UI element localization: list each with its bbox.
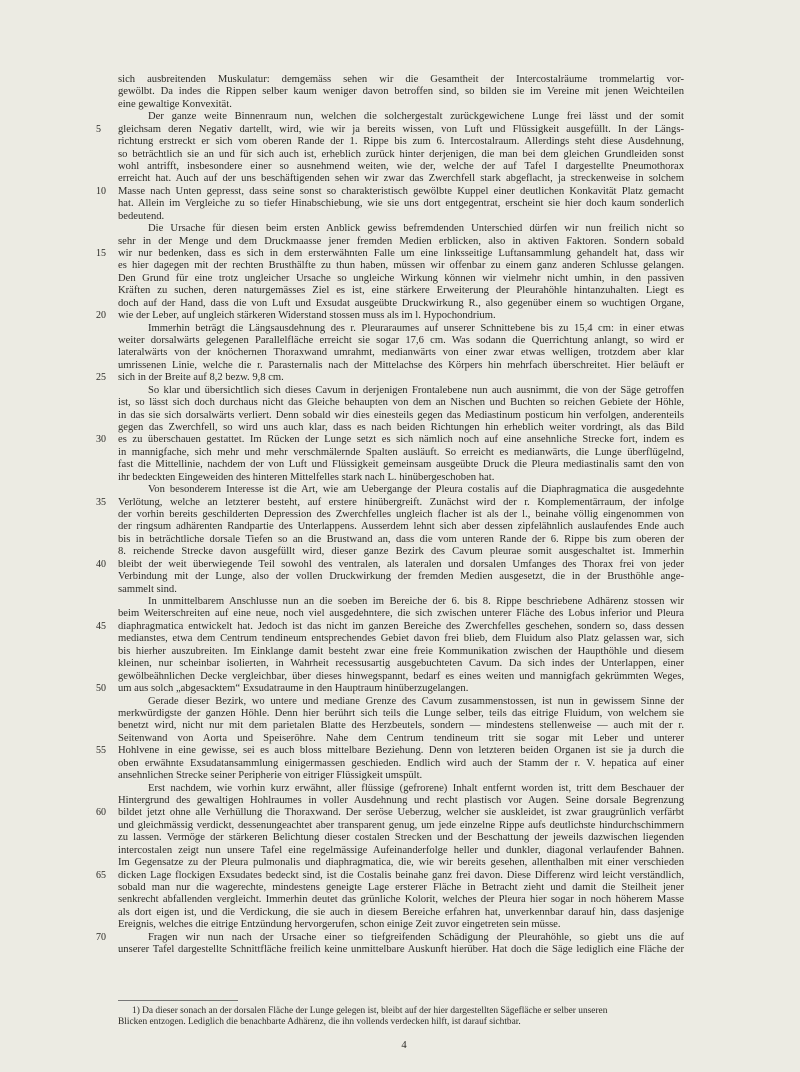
text-line: Seitenwand von Aorta und Speiseröhre. Nahe dem Centrum tendineum tritt sie sogar mit Leber und unterer bbox=[118, 733, 684, 744]
footnote-rule bbox=[118, 1000, 238, 1001]
text-line: Hohlvene in eine gewisse, sei es auch bloss mittelbare Beziehung. Denn von letzteren beiden Organen ist sie ja durch die bbox=[118, 745, 684, 756]
text-line: es zu überschauen gestattet. Im Rücken der Lunge setzt es sich nämlich noch auf eine ansehnliche Strecke fort, indem es bbox=[118, 434, 684, 445]
text-line: gleichsam deren Negativ dartellt, wird, wie wir ja bereits wissen, von Luft und Flüssigkeit ausgefüllt. In der Längs- bbox=[118, 124, 684, 135]
text-line: es hier dagegen mit der rechten Brusthälfte zu thun haben, müssen wir offenbar zu einem ganz anderen Schlusse gelangen. bbox=[118, 260, 684, 271]
text-line: So klar und übersichtlich sich dieses Cavum in derjenigen Frontalebene nun auch ausnimmt, die von der Säge getroffen bbox=[148, 385, 684, 396]
text-line: benetzt wird, nicht nur mit dem parietalen Blatte des Herzbeutels, sondern — mindestens stellenweise — auch mit der r. bbox=[118, 720, 684, 731]
text-line: Kräften zu suchen, deren naturgemässes Ziel es ist, eine stärkere Erweiterung der Pleurahöhle hintanzuhalten. Liegt es bbox=[118, 285, 684, 296]
text-line: hat. Allein im Vergleiche zu so tiefer Hinabschiebung, wie sie uns dort entgegentrat, erscheint sie hier doch kaum sonderlich bbox=[118, 198, 684, 209]
text-line: erreicht hat. Auch auf der uns beschäftigenden sehen wir zwar das Zwerchfell stark abgeflacht, ja streckenweise in solchem bbox=[118, 173, 684, 184]
text-line: lateralwärts von der knöchernen Thoraxwand umrahmt, medianwärts von einer zwar etwas welligen, trotzdem aber klar bbox=[118, 347, 684, 358]
text-line: wohl antrifft, insbesondere einer so ausnehmend weiten, wie der, welche der auf Tafel I dargestellte Pneumothorax bbox=[118, 161, 684, 172]
text-line: richtung erstreckt er sich vom oberen Rande der 1. Rippe bis zum 6. Intercostalraum. Allerdings steht diese Ausdehnung, bbox=[118, 136, 684, 147]
text-line: sobald man nur die wagerechte, mindestens geneigte Lage ersterer Fläche in Betracht zieht und damit die Steilheit jener bbox=[118, 882, 684, 893]
text-line: merkwürdigste der ganzen Höhle. Denn hier berührt sich teils die Lunge selber, teils das eitrige Fluidum, von welchem sie bbox=[118, 708, 684, 719]
text-line: gewölbt. Da indes die Rippen selber kaum weniger davon betroffen sind, so bilden sie im Vereine mit jenen Weichteilen bbox=[118, 86, 684, 97]
line-number: 65 bbox=[96, 870, 106, 881]
text-line: wir nur bedenken, dass es sich in dem ersterwähnten Falle um eine linksseitige Luftansammlung gehandelt hat, dass wir bbox=[118, 248, 684, 259]
text-line: kleinen, nur scheinbar isolierten, in Wahrheit recessusartig ausgebuchteten Cavum. Da sich indes der Unterlappen, einer bbox=[118, 658, 684, 669]
text-line: Verbindung mit der Lunge, also der vollen Druckwirkung der fremden Medien ausgesetzt, die in der Brusthöhle ange- bbox=[118, 571, 684, 582]
line-number: 15 bbox=[96, 248, 106, 259]
line-number: 40 bbox=[96, 559, 106, 570]
line-number: 50 bbox=[96, 683, 106, 694]
page-number: 4 bbox=[401, 1040, 407, 1051]
text-line: eine gewaltige Konvexität. bbox=[118, 99, 232, 110]
line-number: 30 bbox=[96, 434, 106, 445]
text-line: sammelt sind. bbox=[118, 584, 177, 595]
text-line: beim Weiterschreiten auf eine neue, noch viel ausgedehntere, die sich zwischen unterer Fläche des Lobus inferior und Pleura bbox=[118, 608, 684, 619]
text-line: intercostalen zeigt nun unsere Tafel eine regelmässige Aufeinanderfolge heller und dunkler, diagonal verlaufender Bahnen. bbox=[118, 845, 684, 856]
footnote-line: Blicken entzogen. Lediglich die benachbarte Adhärenz, die ihn vollends verdecken hilft, ist darauf sichtbar. bbox=[118, 1017, 521, 1027]
text-line: gewölbeähnlichen Decke vergleichbar, über dieses hinwegspannt, bedarf es eines weiten und mannigfach gekrümmten Weges, bbox=[118, 671, 684, 682]
text-line: senkrecht abfallenden vergleicht. Immerhin deutet das grünliche Kolorit, welches der Pleura hier sogar in noch höherem Masse bbox=[118, 894, 684, 905]
text-line: Verlötung, welche an letzterer besteht, auf erstere hinübergreift. Zunächst wird der r. Komplementärraum, der infolge bbox=[118, 497, 684, 508]
line-number: 45 bbox=[96, 621, 106, 632]
text-line: medianstes, etwa dem Centrum tendineum entsprechendes Gebiet davon frei blieb, dem Fluidum also Platz gelassen war, sich bbox=[118, 633, 684, 644]
text-line: Von besonderem Interesse ist die Art, wie am Uebergange der Pleura costalis auf die Diaphragmatica die ausgedehnte bbox=[148, 484, 684, 495]
text-line: umrissenen Linie, welche die r. Parasternalis nach der Mittelachse des Körpers hin mehrfach überschreitet. Hier beläuft er bbox=[118, 360, 684, 371]
text-line: bis hierher auszubreiten. Im Einklange damit besteht zwar eine freie Kommunikation zwischen der Haupthöhle und diesem bbox=[118, 646, 684, 657]
text-line: gegen das Zwerchfell, so wird uns auch klar, dass es nach beiden Richtungen hin erheblich weiter vordringt, als das Bild bbox=[118, 422, 684, 433]
text-line: ihr bedeckten Eingeweiden des hinteren Mittelfelles stark nach L. hinübergeschoben hat. bbox=[118, 472, 495, 483]
text-line: zu lassen. Vermöge der stärkeren Belichtung dieser costalen Strecken und der Beschattung der jeweils dazwischen liegenden bbox=[118, 832, 684, 843]
text-line: ansehnlichen Strecke seiner Peripherie von eitriger Flüssigkeit umspült. bbox=[118, 770, 423, 781]
text-line: Ereignis, welches die eitrige Entzündung hervorgerufen, schon einige Zeit zuvor eingetreten sein müsse. bbox=[118, 919, 561, 930]
text-line: weiter dorsalwärts gelegenen Parallelfläche erreicht sie sogar 17,6 cm. Was sodann die Querrichtung anlangt, so wird er bbox=[118, 335, 684, 346]
line-number: 5 bbox=[96, 124, 101, 135]
text-line: Erst nachdem, wie vorhin kurz erwähnt, aller flüssige (gefrorene) Inhalt entfernt worden ist, tritt dem Beschauer der bbox=[148, 783, 684, 794]
text-line: Fragen wir nun nach der Ursache einer so tiefgreifenden Schädigung der Pleurahöhle, so giebt uns die auf bbox=[148, 932, 684, 943]
text-line: bleibt der weit überwiegende Teil sowohl des ventralen, als lateralen und dorsalen Umfanges des Thorax frei von jeder bbox=[118, 559, 684, 570]
text-line: Im Gegensatze zu der Pleura pulmonalis und diaphragmatica, die, wie wir bereits gesehen, allenthalben mit einer verschieden bbox=[118, 857, 684, 868]
text-line: in mannigfache, sich mehr und mehr verschmälernde Spalten ausläuft. So erreicht es medianwärts, die Lunge überflügelnd, bbox=[118, 447, 684, 458]
text-line: bis in beträchtliche dorsale Tiefen so an die Brustwand an, dass die vom unteren Rande der 6. Rippe bis zum oberen der bbox=[118, 534, 684, 545]
text-line: In unmittelbarem Anschlusse nun an die soeben im Bereiche der 6. bis 8. Rippe beschriebene Adhärenz stossen wir bbox=[148, 596, 684, 607]
text-line: Hintergrund des gewaltigen Hohlraumes in voller Ausdehnung und recht plastisch vor Augen. Seine dorsale Begrenzung bbox=[118, 795, 684, 806]
text-line: sich in der Breite auf 8,2 bezw. 9,8 cm. bbox=[118, 372, 284, 383]
text-line: 8. reichende Strecke davon ausgefüllt wird, dieser ganze Bezirk des Cavum pleurae somit ausgeschaltet ist. Immerhin bbox=[118, 546, 684, 557]
line-number: 25 bbox=[96, 372, 106, 383]
text-line: fast die Mittellinie, nachdem der von Luft und Flüssigkeit gemeinsam ausgeübte Druck die Pleura mediastinalis samt den von bbox=[118, 459, 684, 470]
text-line: Den Grund für eine trotz ungleicher Ursache so ungleiche Wirkung können wir vielmehr nicht umhin, in den passiven bbox=[118, 273, 684, 284]
text-line: in das sie sich dorsalwärts verliert. Denn sobald wir dies einesteils gegen das Mediastinum posticum hin verfolgen, anderenteils bbox=[118, 410, 684, 421]
line-number: 35 bbox=[96, 497, 106, 508]
text-line: so beträchtlich sie an und für sich auch ist, erheblich zurück hinter derjenigen, die man bei dem gleichen Grundleiden sonst bbox=[118, 149, 684, 160]
text-line: Masse nach Unten gepresst, dass seine sonst so charakteristisch gewölbte Kuppel einer deutlichen Konkavität Platz gemacht bbox=[118, 186, 684, 197]
text-line: sich ausbreitenden Muskulatur: demgemäss sehen wir die Gesamtheit der Intercostalräume trommelartig vor- bbox=[118, 74, 684, 85]
text-line: unserer Tafel dargestellte Schnittfläche freilich keine unmittelbare Auskunft hierüber. Hat doch die Säge lediglich eine Fläche der bbox=[118, 944, 684, 955]
text-line: ist, so lässt sich doch durchaus nicht das Gleiche behaupten von dem an Nischen und Buchten so reichen Gebiete der Höhle, bbox=[118, 397, 684, 408]
text-line: bedeutend. bbox=[118, 211, 165, 222]
line-number: 55 bbox=[96, 745, 106, 756]
text-line: Die Ursache für diesen beim ersten Anblick gewiss befremdenden Unterschied dürfen wir nun freilich nicht so bbox=[148, 223, 684, 234]
text-line: Der ganze weite Binnenraum nun, welchen die solchergestalt zurückgewichene Lunge frei lässt und der somit bbox=[148, 111, 684, 122]
text-line: doch auf der Hand, dass die von Luft und Exsudat ausgeübte Druckwirkung R., also gegenüber einem so wuchtigen Organe, bbox=[118, 298, 684, 309]
text-line: Immerhin beträgt die Längsausdehnung des r. Pleuraraumes auf unserer Schnittebene bis zu 15,4 cm: in einer etwas bbox=[148, 323, 684, 334]
text-line: sehr in der Menge und dem Druckmaasse jener fremden Medien erblicken, also in aktiven Faktoren. Sondern sobald bbox=[118, 236, 684, 247]
line-number: 10 bbox=[96, 186, 106, 197]
text-line: diaphragmatica entwickelt hat. Jedoch ist das nicht im ganzen Bereiche des Zwerchfelles geschehen, sondern so, dass dessen bbox=[118, 621, 684, 632]
line-number: 20 bbox=[96, 310, 106, 321]
text-line: dicken Lage flockigen Exsudates bedeckt sind, ist die Costalis beinahe ganz frei davon. Diese Differenz wird leicht verständlich, bbox=[118, 870, 684, 881]
text-line: der vorhin bereits geschilderten Depression des Zwerchfelles ungleich flacher ist als der l., beinahe völlig eingenommen von bbox=[118, 509, 684, 520]
text-line: der ringsum adhärenten Randpartie des Unterlappens. Ausserdem lehnt sich aber dessen zipfelähnlich auslaufendes Ende auch bbox=[118, 521, 684, 532]
line-number: 70 bbox=[96, 932, 106, 943]
text-line: als dort eigen ist, und die Verdickung, die sie auch in diesem Bereiche erfahren hat, unverkennbar darauf hin, dass dasjenige bbox=[118, 907, 684, 918]
line-number: 60 bbox=[96, 807, 106, 818]
text-line: wie der Leber, auf ungleich stärkeren Widerstand stossen muss als im l. Hypochondrium. bbox=[118, 310, 496, 321]
text-line: um aus solch „abgesacktem“ Exsudatraume in den Hauptraum hinüberzugelangen. bbox=[118, 683, 469, 694]
text-line: bildet jetzt ohne alle Verhüllung die Thoraxwand. Der seröse Ueberzug, welcher sie auskleidet, ist zwar graugrünlich verfärbt bbox=[118, 807, 684, 818]
text-line: oben erwähnte Exsudatansammlung einigermassen geschieden. Endlich wird auch der Stamm der r. V. hepatica auf einer bbox=[118, 758, 684, 769]
text-line: Gerade dieser Bezirk, wo untere und mediane Grenze des Cavum zusammenstossen, ist nun in gewissem Sinne der bbox=[148, 696, 684, 707]
text-line: und gleichmässig verdickt, dessenungeachtet aber transparent genug, um jede einzelne Rippe aufs deutlichste hindurchschimmern bbox=[118, 820, 684, 831]
footnote-line: 1) Da dieser sonach an der dorsalen Fläche der Lunge gelegen ist, bleibt auf der hier dargestellten Sägefläche er selber unseren bbox=[132, 1006, 608, 1016]
